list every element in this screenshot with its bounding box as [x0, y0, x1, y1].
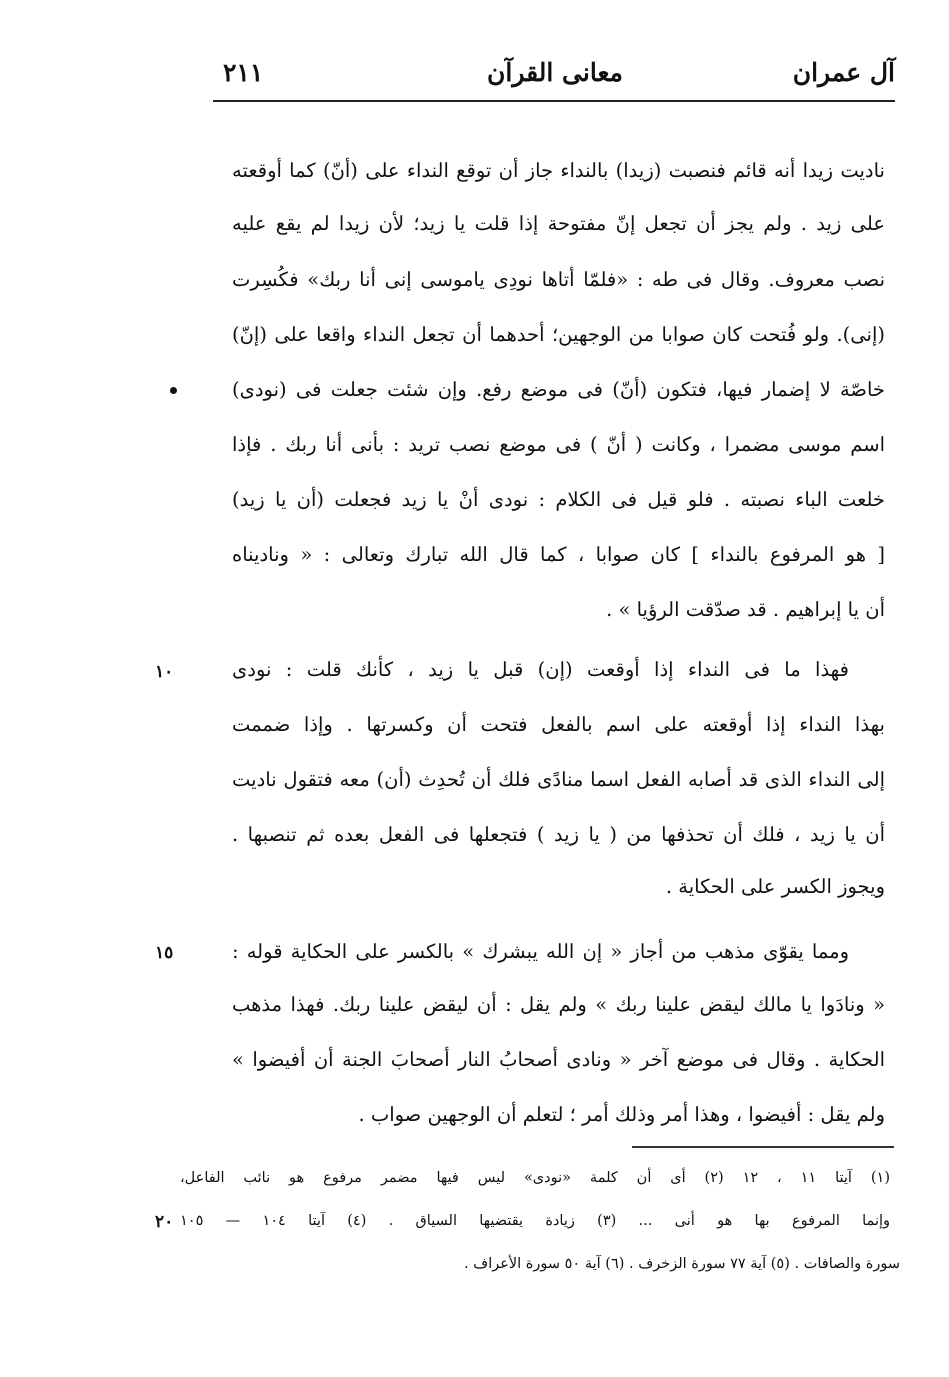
- footnote-line-2: وإنما المرفوع بها هو أنى ... (٣) زيادة يقتضيها السياق . (٤) آيتا ١٠٤ — ١٠٥: [180, 1213, 890, 1229]
- line-number-15: ١٥: [155, 943, 174, 963]
- line-number-20: ٢٠: [155, 1212, 174, 1232]
- text-line-12: إلى النداء الذى قد أصابه الفعل اسما منادًى فلك أن تُحدِث (أن) معه فتقول ناديت: [232, 768, 885, 791]
- text-line-16: « ونادَوا يا مالك ليقض علينا ربك » ولم يقل : أن ليقض علينا ربك. فهذا مذهب: [232, 993, 885, 1016]
- text-line-9: أن يا إبراهيم . قد صدّقت الرؤيا » .: [606, 598, 885, 621]
- text-line-2: على زيد . ولم يجز أن تجعل إنّ مفتوحة إذا قلت يا زيد؛ لأن زيدا لم يقع عليه: [232, 212, 885, 235]
- header-rule: [213, 100, 895, 102]
- line-number-10: ١٠: [155, 662, 174, 682]
- text-line-18: ولم يقل : أفيضوا ، وهذا أمر وذلك أمر ؛ لتعلم أن الوجهين صواب .: [358, 1103, 885, 1126]
- text-line-11: بهذا النداء إذا أوقعته على اسم بالفعل فتحت أن وكسرتها . وإذا ضممت: [232, 713, 885, 736]
- text-line-14: ويجوز الكسر على الحكاية .: [665, 875, 885, 898]
- text-line-3: نصب معروف. وقال فى طه : «فلمّا أتاها نودِى ياموسى إنى أنا ربك» فكُسِرت: [232, 268, 885, 291]
- footnote-rule: [632, 1146, 894, 1148]
- text-line-17: الحكاية . وقال فى موضع آخر « ونادى أصحابُ النار أصحابَ الجنة أن أفيضوا »: [232, 1048, 885, 1071]
- text-line-7: خلعت الباء نصبته . فلو قيل فى الكلام : نودى أنْ يا زيد فجعلت (أن يا زيد): [232, 488, 885, 511]
- footnote-line-3: سورة والصافات . (٥) آية ٧٧ سورة الزخرف . (٦) آية ٥٠ سورة الأعراف .: [463, 1256, 900, 1272]
- text-line-8: [ هو المرفوع بالنداء ] كان صوابا ، كما قال الله تبارك وتعالى : « وناديناه: [232, 543, 885, 566]
- text-line-1: ناديت زيدا أنه قائم فنصبت (زيدا) بالنداء جاز أن توقع النداء على (أنّ) كما أوقعته: [232, 159, 885, 182]
- book-title: معانى القرآن: [487, 58, 623, 87]
- text-line-5: خاصّة لا إضمار فيها، فتكون (أنّ) فى موضع رفع. وإن شئت جعلت فى (نودى): [232, 378, 885, 401]
- page-number: ٢١١: [223, 58, 264, 87]
- text-line-10: فهذا ما فى النداء إذا أوقعت (إن) قبل يا زيد ، كأنك قلت : نودى: [232, 658, 849, 681]
- margin-dot-marker: [170, 387, 177, 394]
- running-header: [215, 52, 895, 96]
- text-line-15: ومما يقوّى مذهب من أجاز « إن الله يبشرك » بالكسر على الحكاية قوله :: [232, 940, 849, 963]
- footnote-line-1: (١) آيتا ١١ ، ١٢ (٢) أى أن كلمة «نودى» ليس فيها مضمر مرفوع هو نائب الفاعل،: [180, 1170, 890, 1186]
- surah-name: آل عمران: [792, 58, 895, 87]
- text-line-6: اسم موسى مضمرا ، وكانت ( أنّ ) فى موضع نصب تريد : بأنى أنا ربك . فإذا: [232, 433, 885, 456]
- text-line-4: (إنى). ولو فُتحت كان صوابا من الوجهين؛ أحدهما أن تجعل النداء واقعا على (إنّ): [232, 323, 885, 346]
- text-line-13: أن يا زيد ، فلك أن تحذفها من ( يا زيد ) فتجعلها فى الفعل بعده ثم تنصبها .: [232, 823, 885, 846]
